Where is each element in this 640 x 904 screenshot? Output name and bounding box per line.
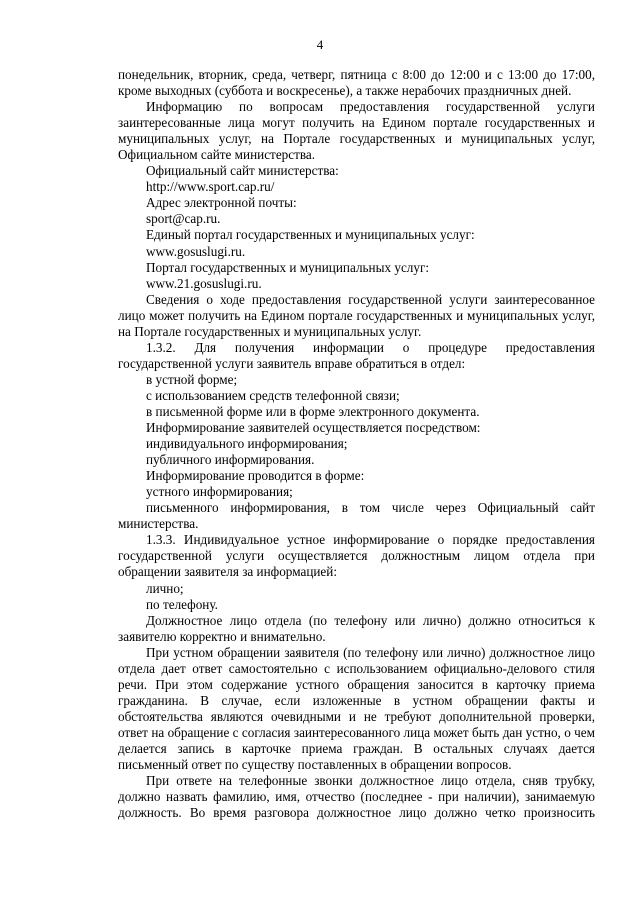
- paragraph-office-hours: понедельник, вторник, среда, четверг, пятница с 8:00 до 12:00 и с 13:00 до 17:00, кроме выходных (суббота и воскресенье), а также нерабочих праздничных дней.: [118, 67, 595, 99]
- label-official-site: Официальный сайт министерства:: [146, 163, 339, 179]
- list-item-individual: индивидуального информирования;: [146, 436, 348, 452]
- label-email-address: Адрес электронной почты:: [146, 195, 297, 211]
- list-item-oral-form: в устной форме;: [146, 371, 238, 387]
- page-number: 4: [316, 37, 324, 52]
- label-unified-portal: Единый портал государственных и муниципальных услуг:: [146, 227, 475, 243]
- list-item-telephone: с использованием средств телефонной связи;: [146, 387, 400, 403]
- paragraph-phone-answer: При ответе на телефонные звонки должностное лицо отдела, сняв трубку, должно назвать фамилию, имя, отчество (последнее - при наличии), занимаемую должность. Во время разговора должностное лицо должно четко произносить: [118, 773, 595, 821]
- list-item-in-person: лично;: [146, 580, 184, 596]
- paragraph-section-1-3-3: 1.3.3. Индивидуальное устное информирование о порядке предоставления государственной услуги осуществляется должностным лицом отдела при обращении заявителя за информацией:: [118, 532, 595, 580]
- document-body: [118, 67, 595, 821]
- list-item-oral-informing: устного информирования;: [146, 484, 293, 500]
- unified-portal-url: www.gosuslugi.ru.: [146, 243, 246, 259]
- paragraph-courtesy: Должностное лицо отдела (по телефону или лично) должно относиться к заявителю корректно и внимательно.: [118, 612, 595, 644]
- paragraph-oral-response: При устном обращении заявителя (по телефону или лично) должностное лицо отдела дает ответ самостоятельно с использованием официально-делового стиля речи. При этом содержание устного обращения заносится в карточку приема гражданина. В случае, если изложенные в устном обращении факты и обстоятельства являются очевидными и не требуют дополнительной проверки, ответ на обращение с согласия заинтересованного лица может быть дан устно, о чем делается запись в карточке приема граждан. В остальных случаях дается письменный ответ по существу поставленных в обращении вопросов.: [118, 644, 595, 773]
- list-item-written-form: в письменной форме или в форме электронного документа.: [146, 403, 480, 419]
- list-item-written-informing: письменного информирования, в том числе через Официальный сайт министерства.: [118, 500, 595, 532]
- paragraph-informing-means: Информирование заявителей осуществляется посредством:: [146, 420, 481, 436]
- list-item-public: публичного информирования.: [146, 452, 315, 468]
- list-item-by-phone: по телефону.: [146, 596, 218, 612]
- official-site-url: http://www.sport.cap.ru/: [146, 179, 275, 195]
- regional-portal-url: www.21.gosuslugi.ru.: [146, 275, 262, 291]
- paragraph-section-1-3-2: 1.3.2. Для получения информации о процедуре предоставления государственной услуги заявитель вправе обратиться в отдел:: [118, 339, 595, 371]
- label-regional-portal: Портал государственных и муниципальных услуг:: [146, 259, 430, 275]
- paragraph-information-sources: Информацию по вопросам предоставления государственной услуги заинтересованные лица могут получить на Едином портале государственных и муниципальных услуг, на Портале государственных и муниципальных услуг, Официальном сайте министерства.: [118, 99, 595, 163]
- paragraph-service-progress: Сведения о ходе предоставления государственной услуги заинтересованное лицо может получить на Едином портале государственных и муниципальных услуг, на Портале государственных и муниципальных услуг.: [118, 291, 595, 339]
- paragraph-informing-forms: Информирование проводится в форме:: [146, 468, 365, 484]
- email-address: sport@cap.ru.: [146, 211, 221, 227]
